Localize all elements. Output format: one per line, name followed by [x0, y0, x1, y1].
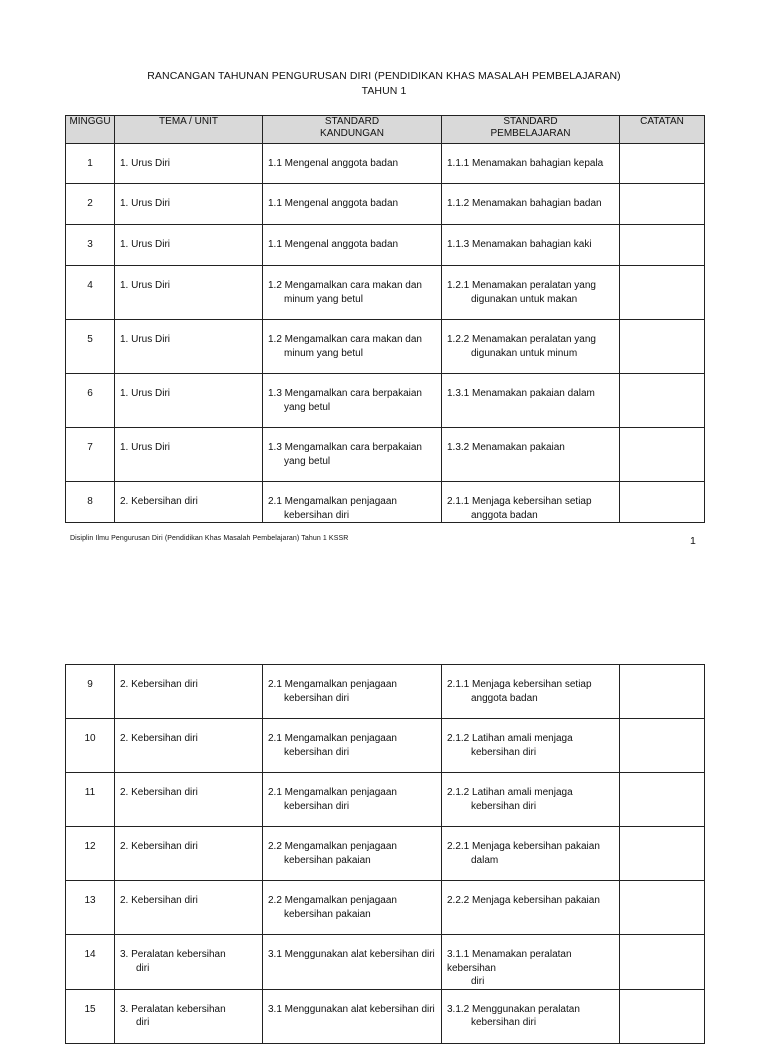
cell-standard-pembelajaran-line: 2.2.1 Menjaga kebersihan pakaian — [447, 841, 600, 852]
cell-standard-pembelajaran — [442, 144, 620, 184]
cell-standard-kandungan-line: kebersihan diri — [284, 746, 350, 758]
page-footer-text: Disiplin Ilmu Pengurusan Diri (Pendidikan Khas Masalah Pembelajaran) Tahun 1 KSSR — [70, 535, 349, 542]
yearly-plan-table-page-1 — [65, 115, 705, 523]
cell-standard-pembelajaran-line: 3.1.2 Menggunakan peralatan — [447, 1003, 580, 1015]
cell-standard-pembelajaran-line: kebersihan diri — [471, 1017, 537, 1028]
cell-standard-kandungan — [263, 428, 442, 482]
cell-tema-unit-line: diri — [136, 962, 150, 974]
table-row — [66, 665, 705, 719]
header-sp-line1: STANDARD — [503, 116, 558, 127]
cell-minggu: 11 — [66, 773, 115, 827]
cell-catatan — [620, 320, 705, 374]
cell-standard-pembelajaran-line: 1.1.1 Menamakan bahagian kepala — [447, 158, 604, 169]
cell-standard-pembelajaran — [442, 881, 620, 935]
cell-standard-pembelajaran — [442, 482, 620, 523]
cell-catatan — [620, 719, 705, 773]
header-standard-kandungan — [263, 116, 442, 144]
cell-tema-unit-line: 1. Urus Diri — [120, 334, 171, 345]
cell-standard-kandungan-line: 3.1 Menggunakan alat kebersihan diri — [268, 949, 435, 960]
cell-tema-unit-line: 2. Kebersihan diri — [120, 679, 198, 690]
cell-standard-kandungan-line: minum yang betul — [284, 347, 363, 359]
cell-standard-pembelajaran-line: 2.1.1 Menjaga kebersihan setiap — [447, 679, 592, 690]
cell-catatan — [620, 225, 705, 266]
cell-standard-pembelajaran — [442, 184, 620, 225]
cell-standard-pembelajaran — [442, 374, 620, 428]
cell-minggu: 8 — [66, 482, 115, 523]
cell-standard-pembelajaran — [442, 719, 620, 773]
cell-minggu: 4 — [66, 266, 115, 320]
cell-standard-kandungan — [263, 881, 442, 935]
cell-tema-unit-line: 1. Urus Diri — [120, 442, 171, 453]
header-catatan: CATATAN — [620, 116, 705, 144]
cell-standard-pembelajaran-line: 2.1.2 Latihan amali menjaga — [447, 787, 573, 798]
table-body-page-1 — [66, 144, 705, 523]
cell-standard-kandungan-line: 2.2 Mengamalkan penjagaan — [268, 895, 397, 906]
cell-standard-pembelajaran — [442, 935, 620, 990]
table-row — [66, 773, 705, 827]
cell-standard-pembelajaran — [442, 428, 620, 482]
cell-minggu: 2 — [66, 184, 115, 225]
cell-standard-pembelajaran — [442, 665, 620, 719]
cell-standard-kandungan-line: 1.1 Mengenal anggota badan — [268, 239, 399, 250]
table-row — [66, 320, 705, 374]
cell-standard-kandungan — [263, 773, 442, 827]
cell-standard-pembelajaran-line: 1.1.3 Menamakan bahagian kaki — [447, 239, 592, 250]
cell-standard-kandungan — [263, 482, 442, 523]
cell-minggu: 15 — [66, 989, 115, 1043]
cell-standard-pembelajaran-line: kebersihan diri — [471, 746, 537, 758]
table-row — [66, 225, 705, 266]
table-row — [66, 428, 705, 482]
cell-minggu: 6 — [66, 374, 115, 428]
cell-tema-unit — [115, 719, 263, 773]
cell-tema-unit-line: diri — [136, 1017, 150, 1028]
cell-standard-kandungan-line: yang betul — [284, 455, 331, 467]
cell-standard-kandungan — [263, 320, 442, 374]
header-minggu: MINGGU — [66, 116, 115, 144]
cell-standard-pembelajaran-line: 1.3.1 Menamakan pakaian dalam — [447, 388, 595, 399]
cell-tema-unit-line: 1. Urus Diri — [120, 239, 171, 250]
cell-minggu: 7 — [66, 428, 115, 482]
cell-tema-unit — [115, 935, 263, 990]
cell-tema-unit-line: 3. Peralatan kebersihan — [120, 1003, 226, 1015]
cell-standard-kandungan-line: minum yang betul — [284, 293, 363, 305]
cell-catatan — [620, 773, 705, 827]
table-row — [66, 935, 705, 990]
cell-standard-kandungan-line: 1.1 Mengenal anggota badan — [268, 198, 399, 209]
cell-tema-unit — [115, 665, 263, 719]
cell-standard-pembelajaran-line: 1.3.2 Menamakan pakaian — [447, 442, 565, 453]
cell-tema-unit-line: 3. Peralatan kebersihan — [120, 949, 226, 960]
cell-minggu: 1 — [66, 144, 115, 184]
cell-standard-pembelajaran-line: anggota badan — [471, 509, 538, 521]
table-row — [66, 144, 705, 184]
header-sp-line2: PEMBELAJARAN — [490, 128, 571, 139]
cell-standard-kandungan-line: 1.3 Mengamalkan cara berpakaian — [268, 442, 422, 453]
cell-minggu: 10 — [66, 719, 115, 773]
cell-standard-pembelajaran — [442, 989, 620, 1043]
cell-standard-kandungan-line: kebersihan pakaian — [284, 908, 371, 920]
document-subtitle: TAHUN 1 — [361, 85, 407, 97]
cell-tema-unit — [115, 482, 263, 523]
cell-catatan — [620, 144, 705, 184]
header-sk-line1: STANDARD — [324, 116, 380, 127]
yearly-plan-table-page-2 — [65, 664, 705, 1044]
cell-tema-unit — [115, 374, 263, 428]
cell-tema-unit — [115, 428, 263, 482]
cell-standard-pembelajaran-line: 3.1.1 Menamakan peralatan kebersihan — [447, 949, 572, 974]
cell-catatan — [620, 266, 705, 320]
cell-tema-unit-line: 2. Kebersihan diri — [120, 787, 198, 798]
cell-tema-unit — [115, 184, 263, 225]
cell-standard-pembelajaran-line: dalam — [471, 854, 499, 866]
table-row — [66, 374, 705, 428]
cell-catatan — [620, 881, 705, 935]
cell-tema-unit — [115, 266, 263, 320]
cell-standard-pembelajaran-line: 1.2.1 Menamakan peralatan yang — [447, 280, 596, 291]
cell-standard-kandungan — [263, 989, 442, 1043]
cell-tema-unit — [115, 773, 263, 827]
cell-standard-kandungan — [263, 144, 442, 184]
cell-standard-kandungan-line: yang betul — [284, 401, 331, 413]
table-row — [66, 881, 705, 935]
table-header-row — [66, 116, 705, 144]
cell-standard-kandungan — [263, 225, 442, 266]
cell-standard-kandungan-line: kebersihan diri — [284, 692, 350, 704]
cell-standard-kandungan-line: 3.1 Menggunakan alat kebersihan diri — [268, 1003, 435, 1015]
cell-standard-kandungan-line: 1.3 Mengamalkan cara berpakaian — [268, 388, 422, 399]
header-standard-pembelajaran — [442, 116, 620, 144]
cell-standard-pembelajaran-line: 1.2.2 Menamakan peralatan yang — [447, 334, 596, 345]
cell-standard-pembelajaran — [442, 827, 620, 881]
cell-standard-pembelajaran-line: kebersihan diri — [471, 800, 537, 812]
cell-catatan — [620, 665, 705, 719]
cell-standard-kandungan-line: kebersihan diri — [284, 509, 350, 521]
cell-tema-unit-line: 1. Urus Diri — [120, 198, 171, 209]
cell-catatan — [620, 428, 705, 482]
cell-standard-pembelajaran — [442, 225, 620, 266]
cell-tema-unit-line: 2. Kebersihan diri — [120, 733, 198, 744]
table-row — [66, 266, 705, 320]
cell-standard-pembelajaran-line: 2.1.2 Latihan amali menjaga — [447, 733, 573, 744]
cell-minggu: 14 — [66, 935, 115, 990]
cell-standard-pembelajaran-line: digunakan untuk minum — [471, 347, 578, 359]
cell-standard-kandungan-line: 1.2 Mengamalkan cara makan dan — [268, 334, 422, 345]
cell-standard-kandungan-line: 1.2 Mengamalkan cara makan dan — [268, 280, 422, 291]
cell-standard-pembelajaran — [442, 320, 620, 374]
cell-tema-unit-line: 2. Kebersihan diri — [120, 841, 198, 852]
cell-minggu: 12 — [66, 827, 115, 881]
cell-standard-kandungan-line: kebersihan diri — [284, 800, 350, 812]
cell-catatan — [620, 989, 705, 1043]
cell-tema-unit — [115, 989, 263, 1043]
cell-tema-unit — [115, 881, 263, 935]
cell-tema-unit-line: 1. Urus Diri — [120, 388, 171, 399]
cell-standard-pembelajaran-line: 2.1.1 Menjaga kebersihan setiap — [447, 496, 592, 507]
cell-standard-kandungan — [263, 665, 442, 719]
cell-standard-kandungan — [263, 935, 442, 990]
cell-catatan — [620, 935, 705, 990]
cell-tema-unit-line: 2. Kebersihan diri — [120, 496, 198, 507]
table-row — [66, 827, 705, 881]
cell-tema-unit-line: 1. Urus Diri — [120, 158, 171, 169]
cell-standard-kandungan-line: 2.1 Mengamalkan penjagaan — [268, 733, 397, 744]
cell-catatan — [620, 827, 705, 881]
header-sk-line2: KANDUNGAN — [320, 128, 384, 139]
cell-standard-kandungan-line: 2.2 Mengamalkan penjagaan — [268, 841, 397, 852]
table-row — [66, 989, 705, 1043]
cell-standard-kandungan — [263, 266, 442, 320]
cell-standard-pembelajaran-line: 1.1.2 Menamakan bahagian badan — [447, 198, 602, 209]
table-row — [66, 184, 705, 225]
table-body-page-2 — [66, 665, 705, 1044]
cell-standard-kandungan-line: 1.1 Mengenal anggota badan — [268, 158, 399, 169]
document-title: RANCANGAN TAHUNAN PENGURUSAN DIRI (PENDIDIKAN KHAS MASALAH PEMBELAJARAN) — [147, 70, 621, 82]
cell-standard-kandungan-line: kebersihan pakaian — [284, 854, 371, 866]
cell-standard-pembelajaran-line: diri — [471, 976, 485, 987]
cell-minggu: 5 — [66, 320, 115, 374]
cell-minggu: 9 — [66, 665, 115, 719]
cell-catatan — [620, 482, 705, 523]
cell-catatan — [620, 374, 705, 428]
cell-standard-pembelajaran — [442, 266, 620, 320]
header-tema-unit: TEMA / UNIT — [115, 116, 263, 144]
cell-standard-kandungan-line: 2.1 Mengamalkan penjagaan — [268, 679, 397, 690]
cell-tema-unit — [115, 827, 263, 881]
cell-tema-unit — [115, 320, 263, 374]
cell-minggu: 13 — [66, 881, 115, 935]
cell-standard-kandungan — [263, 827, 442, 881]
cell-standard-kandungan — [263, 719, 442, 773]
cell-standard-pembelajaran-line: anggota badan — [471, 692, 538, 704]
table-row — [66, 482, 705, 523]
cell-tema-unit — [115, 225, 263, 266]
cell-standard-kandungan-line: 2.1 Mengamalkan penjagaan — [268, 787, 397, 798]
cell-standard-kandungan-line: 2.1 Mengamalkan penjagaan — [268, 496, 397, 507]
cell-standard-pembelajaran — [442, 773, 620, 827]
cell-tema-unit — [115, 144, 263, 184]
cell-minggu: 3 — [66, 225, 115, 266]
cell-standard-kandungan — [263, 374, 442, 428]
cell-standard-pembelajaran-line: 2.2.2 Menjaga kebersihan pakaian — [447, 895, 600, 906]
table-row — [66, 719, 705, 773]
cell-standard-pembelajaran-line: digunakan untuk makan — [471, 293, 578, 305]
cell-tema-unit-line: 1. Urus Diri — [120, 280, 171, 291]
cell-tema-unit-line: 2. Kebersihan diri — [120, 895, 198, 906]
cell-standard-kandungan — [263, 184, 442, 225]
cell-catatan — [620, 184, 705, 225]
page-number: 1 — [690, 535, 696, 547]
